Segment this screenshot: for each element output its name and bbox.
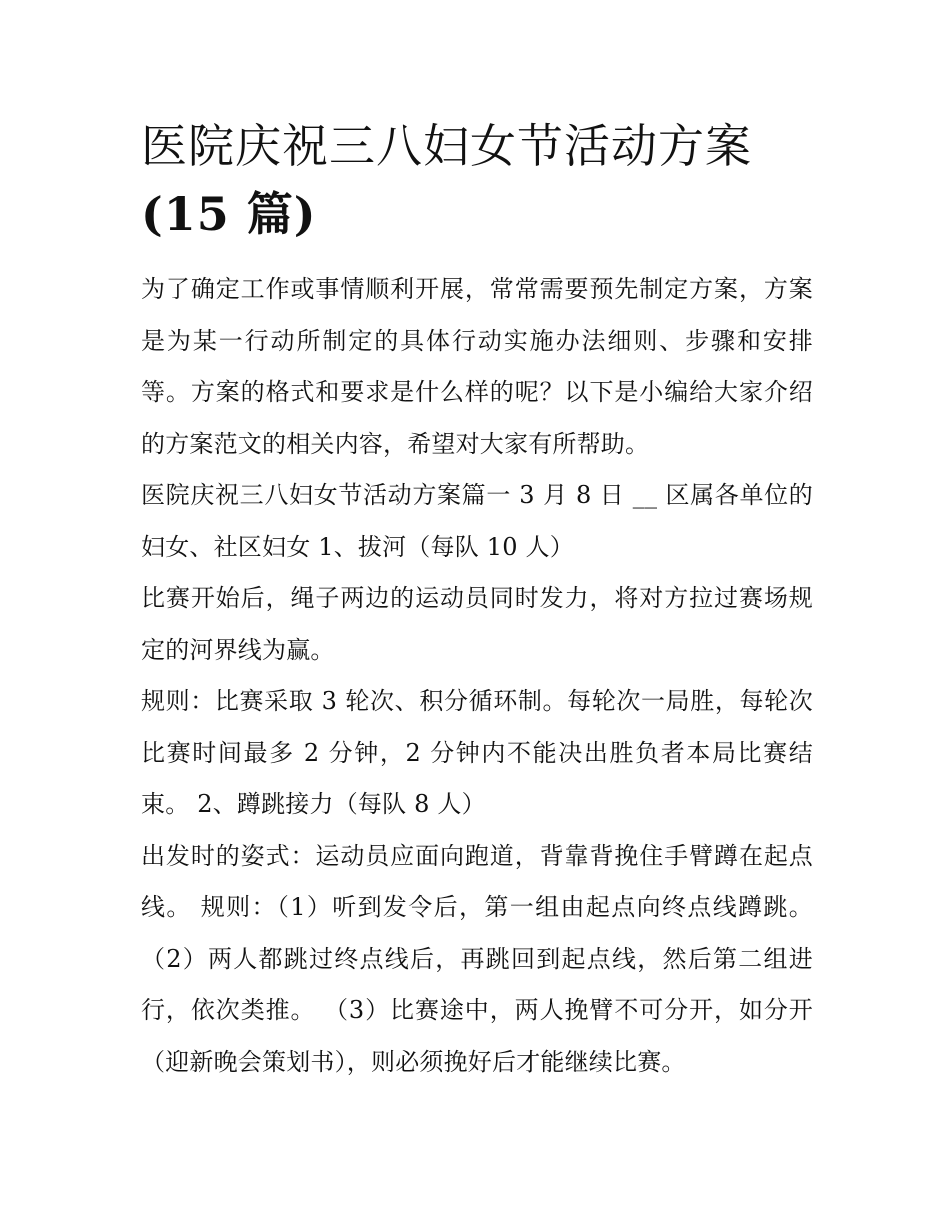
paragraph-rules: 规则：比赛采取 3 轮次、积分循环制。每轮次一局胜，每轮次比赛时间最多 2 分钟，2 分钟内不能决出胜负者本局比赛结束。 2、蹲跳接力（每队 8 人） <box>141 687 813 818</box>
title-line-main: 医院庆祝三八妇女节活动方案 <box>141 119 752 173</box>
paragraph-squat-relay: 出发时的姿式：运动员应面向跑道，背靠背挽住手臂蹲在起点线。 规则：（1）听到发令后，第一组由起点向终点线蹲跳。（2）两人都跳过终点线后，再跳回到起点线，然后第二组进行，依次类推。 （3）比赛途中，两人挽臂不可分开，如分开（迎新晚会策划书），则必须挽好后才能继续比赛。 <box>141 841 813 1076</box>
document-page <box>141 112 813 1088</box>
title-line-count: (15 篇) <box>141 187 317 241</box>
document-body <box>141 264 813 1088</box>
document-title <box>141 112 813 248</box>
paragraph-intro: 为了确定工作或事情顺利开展，常常需要预先制定方案，方案是为某一行动所制定的具体行动实施办法细则、步骤和安排等。方案的格式和要求是什么样的呢？以下是小编给大家介绍的方案范文的相关内容，希望对大家有所帮助。 <box>141 275 813 458</box>
paragraph-tug-of-war: 比赛开始后，绳子两边的运动员同时发力，将对方拉过赛场规定的河界线为赢。 <box>141 584 813 664</box>
paragraph-plan-one: 医院庆祝三八妇女节活动方案篇一 3 月 8 日 __ 区属各单位的妇女、社区妇女 1、拔河（每队 10 人） <box>141 481 813 561</box>
